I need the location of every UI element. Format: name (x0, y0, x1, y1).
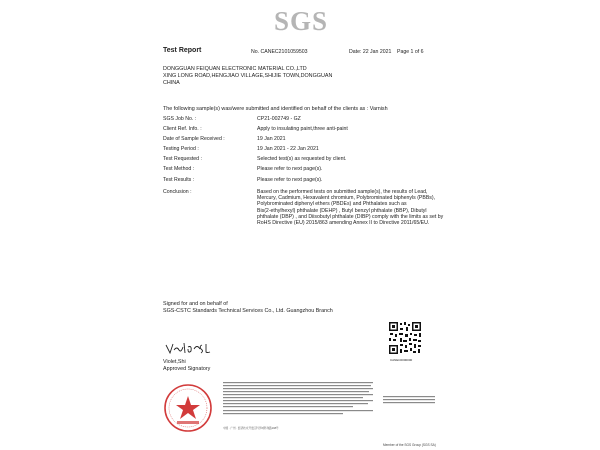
field-label: Test Method : (163, 166, 195, 172)
field-label: Date of Sample Received : (163, 136, 225, 142)
terms-text-block (223, 382, 435, 422)
report-title: Test Report (163, 47, 202, 54)
field-value: CP21-002749 - GZ (257, 116, 301, 122)
field-value: 19 Jan 2021 (257, 136, 286, 142)
conclusion-line: Based on the performed tests on submitted sample(s), the results of Lead, (257, 189, 428, 195)
field-label: Test Requested : (163, 156, 202, 162)
signed-line2: SGS-CSTC Standards Technical Services Co., Ltd. Guangzhou Branch (163, 308, 333, 314)
field-label: Test Results : (163, 177, 195, 183)
client-address-line2: CHINA (163, 80, 180, 86)
conclusion-line: Bis(2-ethylhexyl) phthalate (DEHP) , Butyl benzyl phthalate (BBP), Dibutyl (257, 207, 427, 214)
report-date: Date: 22 Jan 2021 (349, 48, 392, 55)
qr-code (388, 321, 422, 355)
report-page (150, 0, 450, 450)
field-label: Client Ref. Info. : (163, 126, 202, 132)
client-address-line1: XING LONG ROAD,HENGJIAO VILLAGE,SHIJIE TOWN,DONGGUAN (163, 73, 333, 79)
conclusion-line: Polybrominated diphenyl ethers (PBDEs) and Phthalates such as (257, 201, 407, 208)
signatory-role: Approved Signatory (163, 366, 211, 372)
conclusion-label: Conclusion : (163, 189, 192, 195)
conclusion-text (257, 189, 457, 226)
field-value: Please refer to next page(s). (257, 177, 323, 183)
company-seal-stamp (163, 383, 213, 433)
footer-address: 中国 · 广州 · 经济技术开发区科学城科珠路198号 (223, 427, 279, 430)
field-value: Apply to insulating paint,three anti-paint (257, 126, 348, 132)
field-label: SGS Job No. : (163, 116, 197, 122)
conclusion-line: Mercury, Cadmium, Hexavalent chromium, Polybrominated biphenyls (PBBs), (257, 195, 436, 202)
field-value: Selected test(s) as requested by client. (257, 156, 347, 162)
qr-caption: CANEC0000000 (390, 358, 413, 362)
conclusion-line: RoHS Directive (EU) 2015/863 amending Annex II to Directive 2011/65/EU. (257, 220, 430, 227)
intro-text: The following sample(s) was/were submitted and identified on behalf of the clients as : Varnish (163, 106, 388, 112)
page-indicator: Page 1 of 6 (397, 48, 424, 55)
field-value: Please refer to next page(s). (257, 166, 323, 172)
report-number: No. CANEC2101059503 (251, 48, 308, 55)
signatory-name: Violet,Shi (163, 359, 186, 365)
sgs-member-note: Member of the SGS Group (SGS SA) (383, 443, 436, 447)
sgs-logo: SGS (274, 6, 329, 36)
field-label: Testing Period : (163, 146, 199, 152)
terms-fine-print (223, 382, 435, 424)
signature-image (164, 341, 212, 357)
field-value: 19 Jan 2021 - 22 Jan 2021 (257, 146, 319, 152)
signed-line1: Signed for and on behalf of (163, 301, 228, 307)
client-name: DONGGUAN FEIQUAN ELECTRONIC MATERIAL CO.,LTD (163, 66, 307, 72)
conclusion-line: phthalate (DBP) , and Diisobutyl phthalate (DIBP) comply with the limits as set by (257, 213, 444, 220)
